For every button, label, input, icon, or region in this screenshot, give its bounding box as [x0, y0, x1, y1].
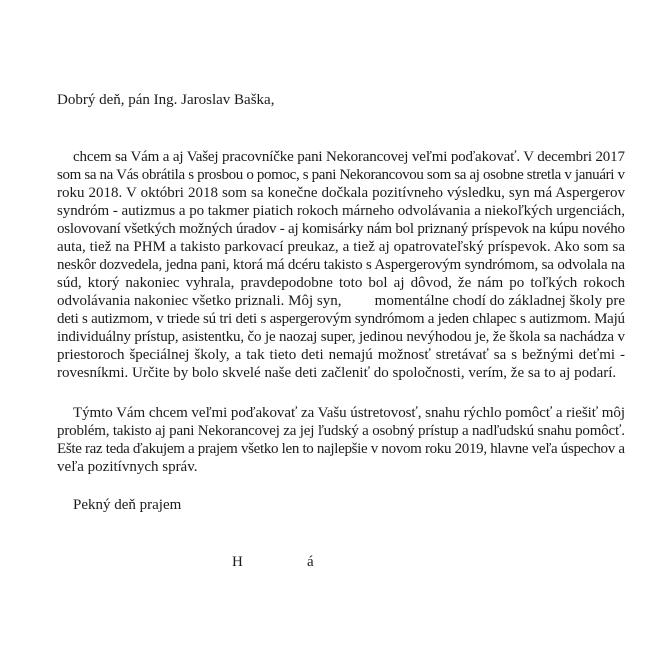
paragraph-line: auta, tiež na PHM a takisto parkovací preukaz, a tiež aj opatrovateľský príspevok. Ako som sa [57, 239, 625, 255]
redacted-line [57, 292, 625, 310]
signature-letter: á [307, 554, 314, 570]
paragraph-line: súd, ktorý nakoniec vyhrala, pravdepodobne toto bol aj dôvod, že nám po toľkých rokoch [57, 275, 625, 291]
paragraph-line: problém, takisto aj pani Nekorancovej za jej ľudský a osobný prístup a nadľudskú snahu pomôcť. [57, 423, 625, 439]
paragraph-line: chcem sa Vám a aj Vašej pracovníčke pani Nekorancovej veľmi poďakovať. V decembri 2017 [73, 149, 625, 165]
signature-initial: H [232, 554, 243, 570]
paragraph-line: neskôr dozvedela, jedna pani, ktorá má dcéru takisto s Aspergerovým syndrómom, sa odvolala na [57, 257, 625, 273]
paragraph-line: roku 2018. V októbri 2018 som sa konečne dočkala pozitívneho výsledku, syn má Aspergerov [57, 185, 625, 201]
closing-line: Pekný deň prajem [73, 497, 182, 513]
paragraph-1 [57, 148, 625, 382]
paragraph-line: oslovovaní všetkých možných úradov - aj komisárky nám bol priznaný príspevok na kúpu nového [57, 221, 625, 237]
paragraph-line: priestoroch špeciálnej školy, a tak tieto deti nemajú možnosť stretávať sa s bežnými deťmi - [57, 347, 625, 363]
paragraph-2 [57, 404, 625, 476]
redacted-line-after: momentálne chodí do základnej školy pre [374, 293, 625, 309]
greeting [57, 91, 625, 109]
paragraph-line: rovesníkmi. Určite by bolo skvelé naše deti začleniť do spoločnosti, verím, že sa to aj podarí. [57, 365, 617, 381]
paragraph-line: Ešte raz teda ďakujem a prajem všetko len to najlepšie v novom roku 2019, hlavne veľa úspechov a [57, 441, 625, 457]
paragraph-line: individuálny prístup, asistentku, čo je naozaj super, jedinou nevýhodou je, že škola sa nachádza v [57, 329, 625, 345]
redacted-line-before: odvolávania nakoniec všetko priznali. Môj syn, [57, 293, 342, 309]
paragraph-line: deti s autizmom, v triede sú tri deti s aspergerovým syndrómom a jeden chlapec s autizmom. Majú [57, 311, 625, 327]
greeting-line: Dobrý deň, pán Ing. Jaroslav Baška, [57, 92, 275, 108]
paragraph-line: Týmto Vám chcem veľmi poďakovať za Vašu ústretovosť, snahu rýchlo pomôcť a riešiť môj [73, 405, 625, 421]
paragraph-line: veľa pozitívnych správ. [57, 459, 198, 475]
paragraph-line: syndróm - autizmus a po takmer piatich rokoch márneho odvolávania a niekoľkých urgenciách, [57, 203, 625, 219]
paragraph-line: som sa na Vás obrátila s prosbou o pomoc, s pani Nekorancovou som sa aj osobne stretla v januári v [57, 167, 625, 183]
